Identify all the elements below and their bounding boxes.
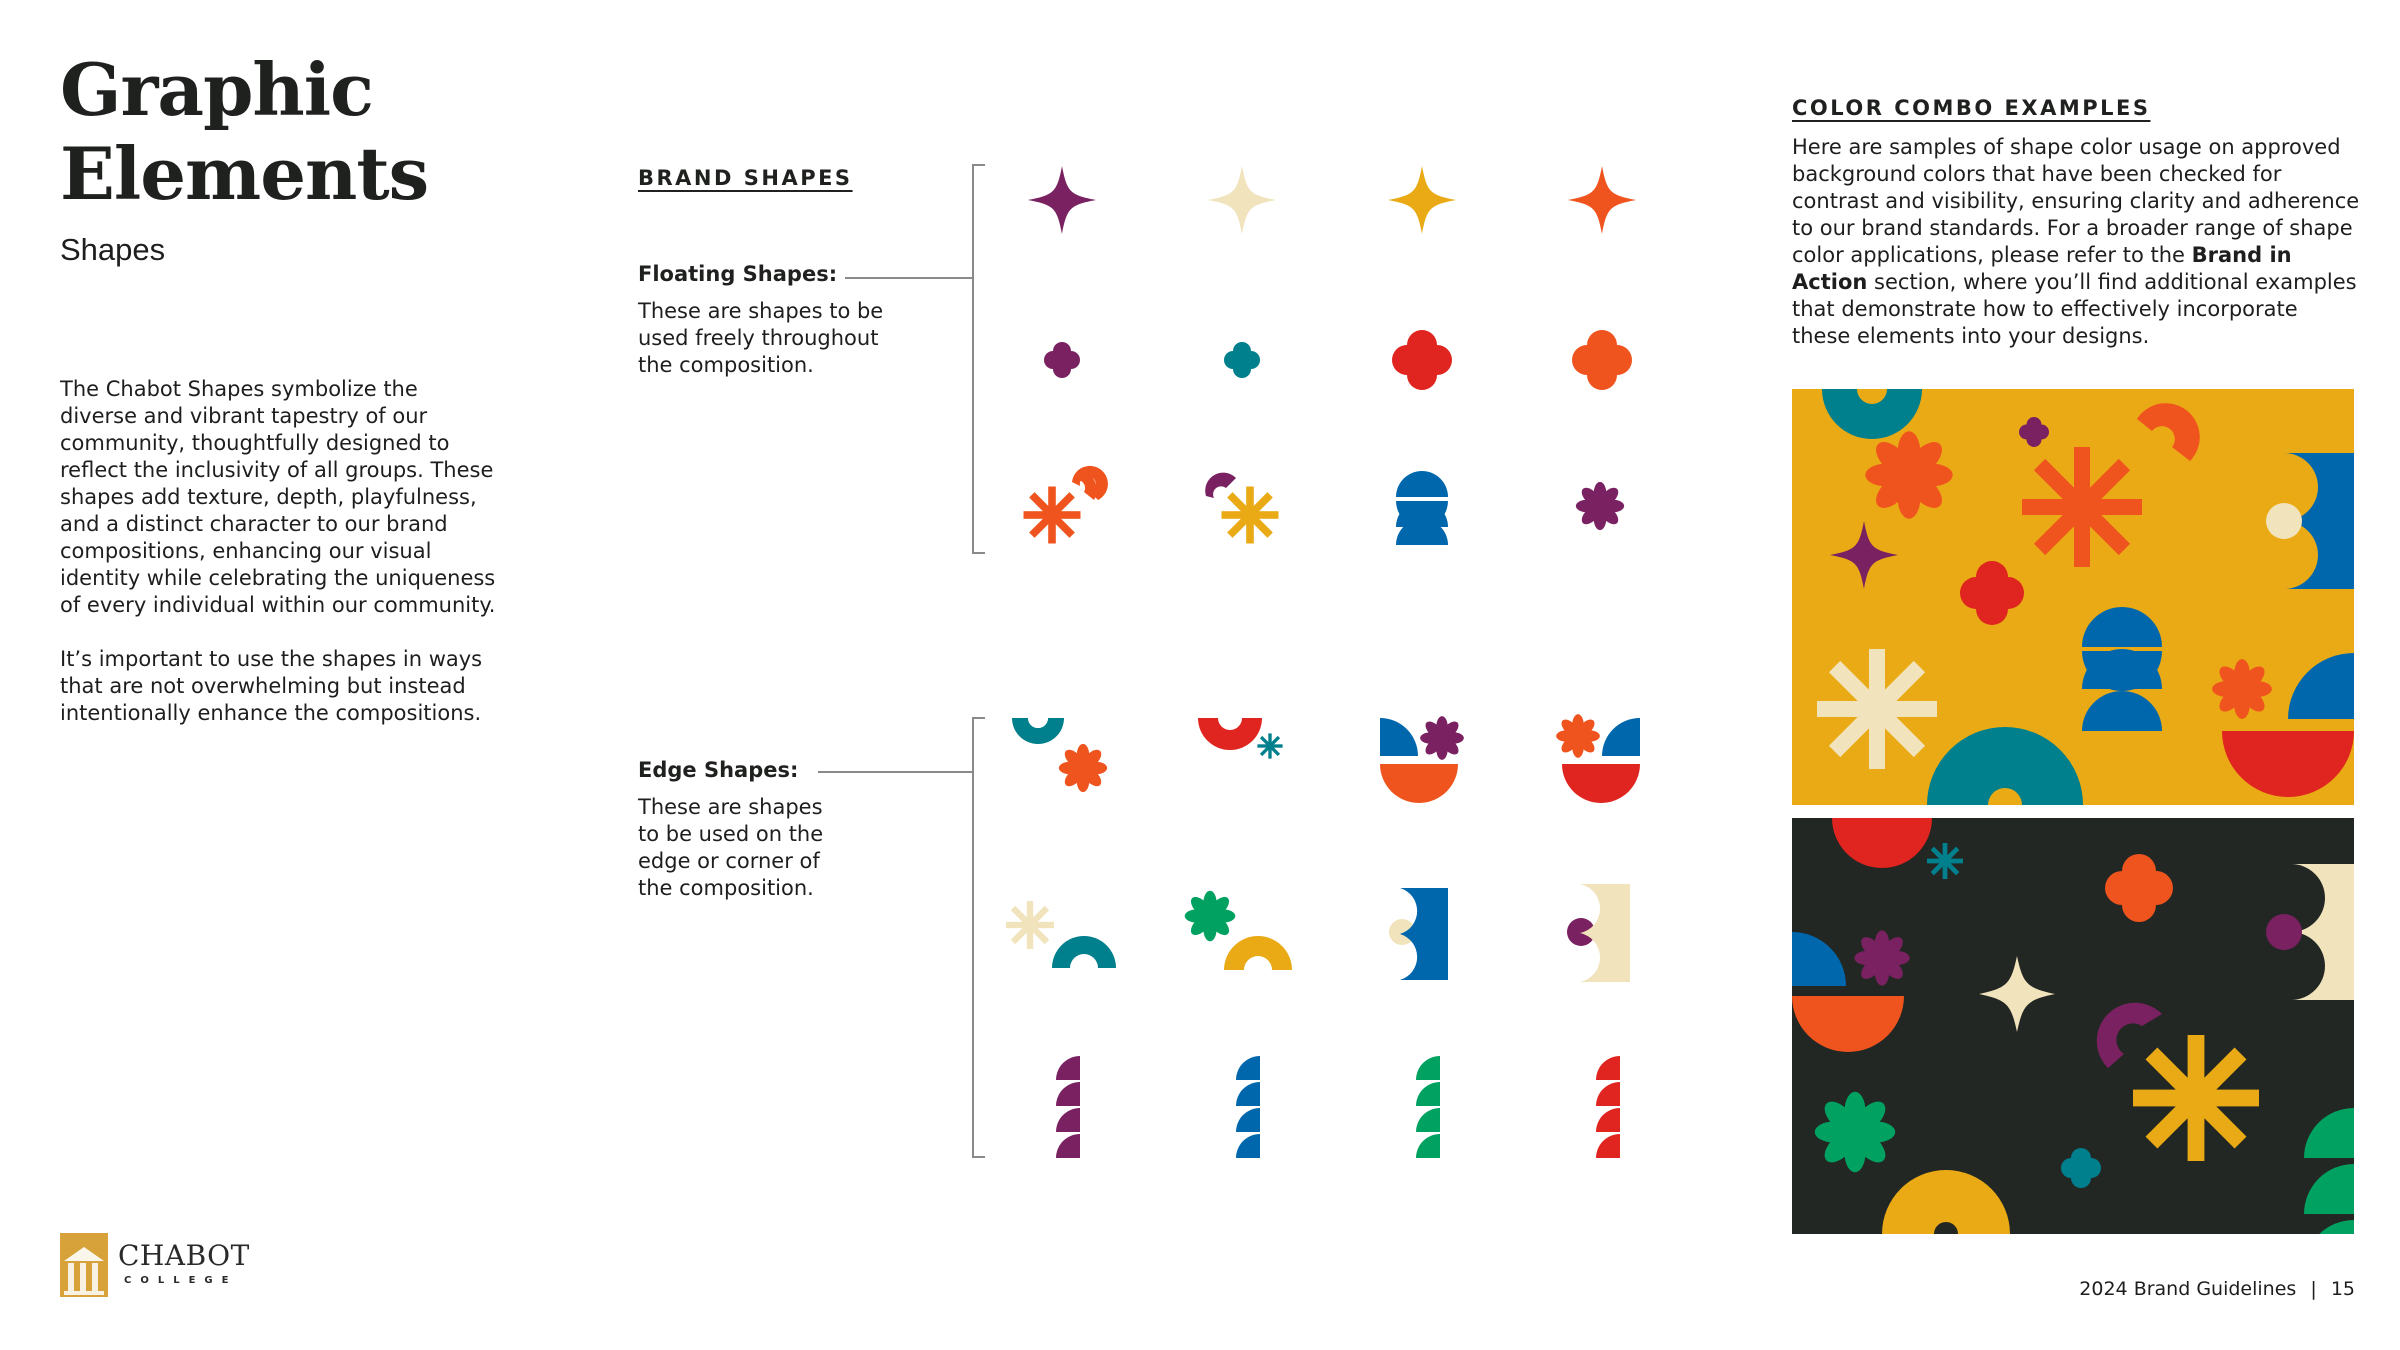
title-line-2: Elements: [60, 131, 429, 216]
star-shape-orange: [1568, 166, 1636, 234]
color-combo-heading: COLOR COMBO EXAMPLES: [1792, 96, 2151, 120]
footer: [2079, 1278, 2355, 1300]
edge-halfcircle-dot-blue: [1389, 888, 1448, 980]
dark-orange-clover: [2105, 854, 2173, 922]
footer-separator: |: [2310, 1278, 2317, 1300]
color-combo-description: [1792, 134, 2360, 350]
yellow-teal-ring-top: [1822, 389, 1922, 439]
clover-shape-plum: [1044, 342, 1080, 378]
edge-ring-asterisk-red: [1198, 718, 1283, 759]
yellow-plum-clover: [2019, 417, 2049, 447]
yellow-orange-arc: [2137, 403, 2200, 461]
clover-shape-teal: [1224, 342, 1260, 378]
edge-stack-green: [1416, 1056, 1440, 1158]
yellow-plum-star: [1830, 521, 1898, 589]
yellow-red-clover: [1960, 561, 2024, 625]
dark-gold-ring: [1882, 1170, 2010, 1234]
yellow-orange-flower-small: [2212, 659, 2272, 719]
floating-shapes-label: Floating Shapes:: [638, 262, 838, 286]
edge-bracket: [818, 718, 985, 1157]
brand-shapes-heading: BRAND SHAPES: [638, 166, 853, 190]
intro-paragraph-2: It’s important to use the shapes in ways that are not overwhelming but instead intentionally enhance the compositions.: [60, 647, 483, 725]
edge-shapes-description: These are shapes to be used on the edge or corner of the composition.: [638, 795, 824, 900]
edge-shapes-label: Edge Shapes:: [638, 758, 799, 782]
color-combo-desc-part2: section, where you’ll find additional examples that demonstrate how to effectively incorporate these elements into your designs.: [1792, 270, 2357, 348]
page-number: 15: [2330, 1278, 2355, 1300]
intro-paragraph-1: The Chabot Shapes symbolize the diverse and vibrant tapestry of our community, thoughtfully designed to reflect the inclusivity of all groups. These shapes add texture, depth, playfulness, and a distinct character to our brand compositions, enhancing our visual identity while celebrating the uniqueness of every individual within our community.: [60, 377, 496, 617]
dark-cream-star: [1979, 956, 2055, 1032]
yellow-blue-quarter: [2288, 653, 2354, 719]
edge-stack-blue: [1236, 1056, 1260, 1158]
dark-plum-flower: [1854, 930, 1909, 985]
edge-asterisk-ring-teal: [1006, 901, 1116, 968]
page-subtitle: Shapes: [60, 232, 166, 267]
asterisk-arc-combo-gold: [1205, 473, 1278, 544]
dark-background-example: [1792, 818, 2354, 1234]
star-shape-cream: [1208, 166, 1276, 234]
yellow-blue-stack: [2082, 607, 2162, 731]
dark-teal-asterisk: [1927, 843, 1963, 879]
yellow-cream-dot: [2266, 503, 2302, 539]
asterisk-arc-combo-orange: [1024, 466, 1108, 544]
yellow-red-bowl: [2222, 731, 2354, 797]
edge-bowl-combo-blue: [1380, 716, 1464, 803]
dark-green-flower: [1815, 1092, 1896, 1173]
logo-subword: COLLEGE: [124, 1275, 238, 1286]
dark-green-stack: [2304, 1108, 2354, 1234]
title-line-1: Graphic: [60, 47, 373, 132]
floating-bracket: [845, 165, 985, 553]
star-shape-gold: [1388, 166, 1456, 234]
clover-shape-orange: [1572, 330, 1632, 390]
star-shape-plum: [1028, 166, 1096, 234]
color-combo-desc-part1: Here are samples of shape color usage on approved background colors that have been checked for contrast and visibility, ensuring clarity and adherence to our brand standards. For a broader range of shape color applications, please refer to the: [1792, 135, 2360, 267]
edge-ring-flower-teal: [1012, 718, 1107, 792]
dark-blue-quarter: [1792, 932, 1846, 986]
yellow-background-example: [1792, 389, 2354, 805]
dark-orange-bowl: [1792, 996, 1904, 1052]
edge-bowl-combo-red: [1556, 714, 1640, 803]
edge-stack-red: [1596, 1056, 1620, 1158]
dark-teal-clover: [2061, 1148, 2101, 1188]
dark-red-bowl-top: [1832, 818, 1932, 868]
dark-plum-dot: [2266, 914, 2302, 950]
yellow-cream-asterisk: [1817, 649, 1937, 769]
yellow-orange-flower: [1865, 431, 1952, 518]
chabot-college-logo: [60, 1233, 260, 1299]
yellow-teal-ring-bottom: [1927, 727, 2083, 805]
dark-gold-asterisk: [2133, 1035, 2259, 1161]
edge-halfcircle-dot-cream: [1567, 884, 1630, 982]
clover-shape-red: [1392, 330, 1452, 390]
brand-in-action-bold-1: Brand in: [2191, 243, 2292, 267]
flower-shape-plum: [1576, 482, 1624, 530]
edge-stack-plum: [1056, 1056, 1080, 1158]
edge-flower-ring-gold: [1185, 891, 1292, 970]
stacked-halfcircles-blue: [1396, 471, 1448, 545]
yellow-orange-asterisk: [2022, 447, 2142, 567]
logo-wordmark: CHABOT: [118, 1239, 250, 1272]
footer-text: 2024 Brand Guidelines: [2079, 1278, 2297, 1300]
floating-shapes-description: These are shapes to be used freely throughout the composition.: [638, 299, 884, 377]
brand-in-action-bold-2: Action: [1792, 270, 1868, 294]
